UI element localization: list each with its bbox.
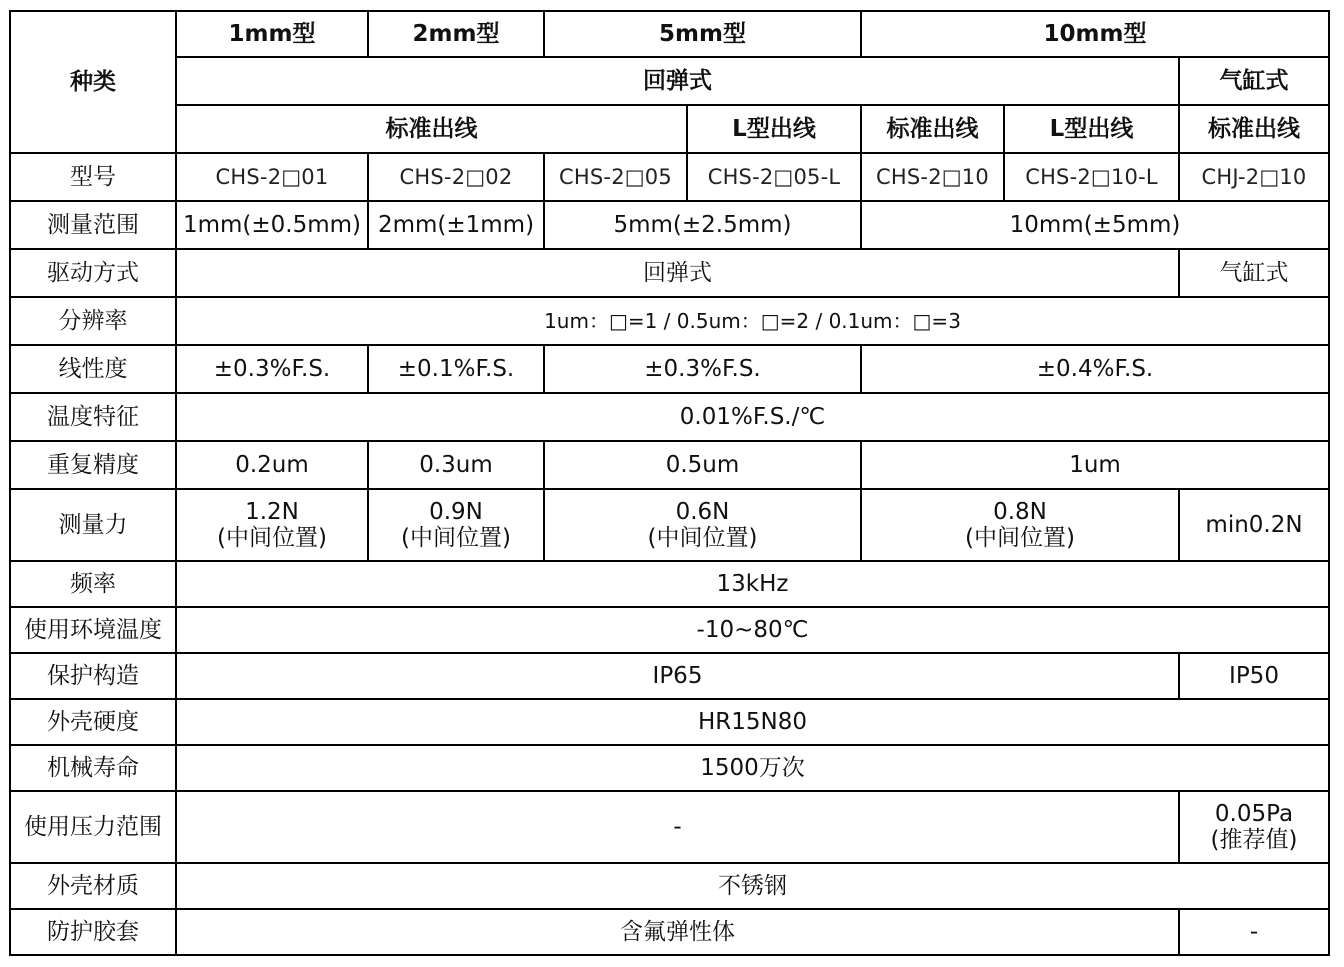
force-cell bbox=[176, 489, 368, 561]
row-label-material: 外壳材质 bbox=[10, 863, 176, 909]
row-label-protection: 保护构造 bbox=[10, 653, 176, 699]
repeatability-cell: 0.2um bbox=[176, 441, 368, 489]
table-row-drive bbox=[10, 249, 1329, 297]
linearity-cell: ±0.3%F.S. bbox=[176, 345, 368, 393]
range-cell: 2mm(±1mm) bbox=[368, 201, 544, 249]
protection-cell: IP65 bbox=[176, 653, 1179, 699]
force-note: (中间位置) bbox=[401, 525, 511, 551]
force-value: 0.8N bbox=[993, 498, 1047, 525]
output-l-type-header: L型出线 bbox=[687, 105, 861, 153]
linearity-cell: ±0.1%F.S. bbox=[368, 345, 544, 393]
model-cell: CHS-2□05 bbox=[544, 153, 687, 201]
linearity-cell: ±0.4%F.S. bbox=[861, 345, 1329, 393]
row-label-linearity: 线性度 bbox=[10, 345, 176, 393]
table-row-pressure bbox=[10, 791, 1329, 863]
output-standard-header: 标准出线 bbox=[176, 105, 687, 153]
output-standard-b-header: 标准出线 bbox=[861, 105, 1004, 153]
table-row-force bbox=[10, 489, 1329, 561]
protection-cell: IP50 bbox=[1179, 653, 1329, 699]
temperature-cell: 0.01%F.S./℃ bbox=[176, 393, 1329, 441]
type-5mm-header: 5mm型 bbox=[544, 11, 861, 57]
model-cell: CHS-2□01 bbox=[176, 153, 368, 201]
material-cell: 不锈钢 bbox=[176, 863, 1329, 909]
repeatability-cell: 0.3um bbox=[368, 441, 544, 489]
row-label-model: 型号 bbox=[10, 153, 176, 201]
row-label-pressure: 使用压力范围 bbox=[10, 791, 176, 863]
pressure-cell: - bbox=[176, 791, 1179, 863]
boot-cell: - bbox=[1179, 909, 1329, 955]
table-row-linearity bbox=[10, 345, 1329, 393]
table-row-boot bbox=[10, 909, 1329, 955]
output-l-type-b-header: L型出线 bbox=[1004, 105, 1179, 153]
drive-spring-header: 回弹式 bbox=[176, 57, 1179, 105]
resolution-cell: 1um：□=1 / 0.5um：□=2 / 0.1um：□=3 bbox=[176, 297, 1329, 345]
force-value: 1.2N bbox=[245, 498, 299, 525]
force-cell bbox=[368, 489, 544, 561]
force-value: 0.9N bbox=[429, 498, 483, 525]
row-label-repeatability: 重复精度 bbox=[10, 441, 176, 489]
type-1mm-header: 1mm型 bbox=[176, 11, 368, 57]
row-label-boot: 防护胶套 bbox=[10, 909, 176, 955]
table-row-repeatability bbox=[10, 441, 1329, 489]
model-cell: CHS-2□05-L bbox=[687, 153, 861, 201]
row-label-force: 测量力 bbox=[10, 489, 176, 561]
table-row-model bbox=[10, 153, 1329, 201]
repeatability-cell: 0.5um bbox=[544, 441, 861, 489]
row-label-range: 测量范围 bbox=[10, 201, 176, 249]
linearity-cell: ±0.3%F.S. bbox=[544, 345, 861, 393]
row-label-env-temp: 使用环境温度 bbox=[10, 607, 176, 653]
table-row-protection bbox=[10, 653, 1329, 699]
row-label-temperature: 温度特征 bbox=[10, 393, 176, 441]
row-label-resolution: 分辨率 bbox=[10, 297, 176, 345]
force-cell: min0.2N bbox=[1179, 489, 1329, 561]
row-label-frequency: 频率 bbox=[10, 561, 176, 607]
range-cell: 5mm(±2.5mm) bbox=[544, 201, 861, 249]
table-row-life bbox=[10, 745, 1329, 791]
output-standard-c-header: 标准出线 bbox=[1179, 105, 1329, 153]
force-note: (中间位置) bbox=[647, 525, 758, 551]
type-2mm-header: 2mm型 bbox=[368, 11, 544, 57]
range-cell: 10mm(±5mm) bbox=[861, 201, 1329, 249]
table-row-material bbox=[10, 863, 1329, 909]
hardness-cell: HR15N80 bbox=[176, 699, 1329, 745]
env-temp-cell: -10~80℃ bbox=[176, 607, 1329, 653]
category-header: 种类 bbox=[10, 11, 176, 153]
row-label-hardness: 外壳硬度 bbox=[10, 699, 176, 745]
life-cell: 1500万次 bbox=[176, 745, 1329, 791]
table-row-temperature bbox=[10, 393, 1329, 441]
frequency-cell: 13kHz bbox=[176, 561, 1329, 607]
boot-cell: 含氟弹性体 bbox=[176, 909, 1179, 955]
drive-cell: 回弹式 bbox=[176, 249, 1179, 297]
drive-cylinder-header: 气缸式 bbox=[1179, 57, 1329, 105]
range-cell: 1mm(±0.5mm) bbox=[176, 201, 368, 249]
pressure-note: (推荐值) bbox=[1210, 827, 1298, 853]
table-row-env-temp bbox=[10, 607, 1329, 653]
force-cell bbox=[544, 489, 861, 561]
model-cell: CHS-2□02 bbox=[368, 153, 544, 201]
pressure-value: 0.05Pa bbox=[1214, 800, 1294, 827]
table-row-hardness bbox=[10, 699, 1329, 745]
repeatability-cell: 1um bbox=[861, 441, 1329, 489]
model-cell: CHS-2□10 bbox=[861, 153, 1004, 201]
table-row-resolution bbox=[10, 297, 1329, 345]
model-cell: CHJ-2□10 bbox=[1179, 153, 1329, 201]
type-10mm-header: 10mm型 bbox=[861, 11, 1329, 57]
row-label-life: 机械寿命 bbox=[10, 745, 176, 791]
pressure-cell bbox=[1179, 791, 1329, 863]
table-row-frequency bbox=[10, 561, 1329, 607]
spec-table bbox=[9, 10, 1330, 956]
drive-cell: 气缸式 bbox=[1179, 249, 1329, 297]
force-note: (中间位置) bbox=[217, 525, 327, 551]
table-row-range bbox=[10, 201, 1329, 249]
row-label-drive: 驱动方式 bbox=[10, 249, 176, 297]
force-value: 0.6N bbox=[675, 498, 730, 525]
force-cell bbox=[861, 489, 1179, 561]
force-note: (中间位置) bbox=[965, 525, 1075, 551]
model-cell: CHS-2□10-L bbox=[1004, 153, 1179, 201]
